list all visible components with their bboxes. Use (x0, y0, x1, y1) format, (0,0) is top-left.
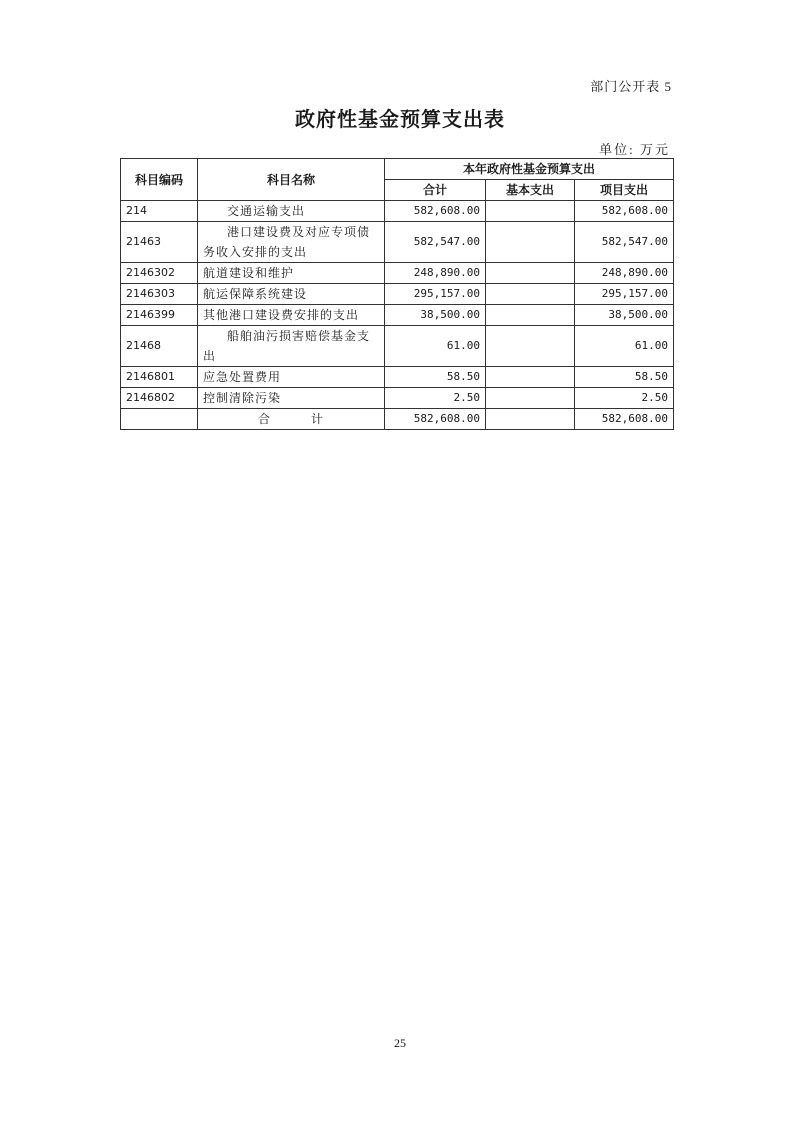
total-project: 582,608.00 (575, 409, 674, 430)
row-basic (486, 305, 575, 326)
budget-table (120, 158, 674, 430)
table-row (121, 263, 674, 284)
row-total: 38,500.00 (385, 305, 486, 326)
table-row (121, 305, 674, 326)
row-name: 航运保障系统建设 (198, 284, 385, 305)
total-row (121, 409, 674, 430)
table-row (121, 388, 674, 409)
table-row (121, 201, 674, 222)
row-total: 2.50 (385, 388, 486, 409)
total-basic (486, 409, 575, 430)
row-basic (486, 222, 575, 263)
row-name: 控制清除污染 (198, 388, 385, 409)
column-header-code: 科目编码 (121, 159, 198, 201)
row-project: 38,500.00 (575, 305, 674, 326)
table-header (121, 159, 674, 201)
column-header-total: 合计 (385, 180, 486, 201)
row-name: 其他港口建设费安排的支出 (198, 305, 385, 326)
row-code: 21468 (121, 326, 198, 367)
table-row (121, 326, 674, 367)
column-header-name: 科目名称 (198, 159, 385, 201)
row-code: 2146802 (121, 388, 198, 409)
row-basic (486, 367, 575, 388)
row-name: 交通运输支出 (198, 201, 385, 222)
total-label-right: 计 (311, 412, 325, 426)
row-project: 2.50 (575, 388, 674, 409)
row-basic (486, 284, 575, 305)
total-code (121, 409, 198, 430)
row-basic (486, 201, 575, 222)
row-code: 2146303 (121, 284, 198, 305)
row-basic (486, 388, 575, 409)
row-project: 58.50 (575, 367, 674, 388)
row-code: 2146399 (121, 305, 198, 326)
row-total: 248,890.00 (385, 263, 486, 284)
row-total: 582,547.00 (385, 222, 486, 263)
row-project: 295,157.00 (575, 284, 674, 305)
column-header-basic: 基本支出 (486, 180, 575, 201)
row-project: 582,608.00 (575, 201, 674, 222)
page-title: 政府性基金预算支出表 (295, 107, 505, 131)
table-row (121, 367, 674, 388)
row-code: 214 (121, 201, 198, 222)
row-code: 2146302 (121, 263, 198, 284)
row-basic (486, 263, 575, 284)
total-label-left: 合 (257, 412, 271, 426)
row-total: 58.50 (385, 367, 486, 388)
row-name: 应急处置费用 (198, 367, 385, 388)
total-total: 582,608.00 (385, 409, 486, 430)
total-label (198, 409, 385, 430)
row-code: 2146801 (121, 367, 198, 388)
column-header-project: 项目支出 (575, 180, 674, 201)
row-total: 295,157.00 (385, 284, 486, 305)
row-name: 航道建设和维护 (198, 263, 385, 284)
row-project: 248,890.00 (575, 263, 674, 284)
row-name: 港口建设费及对应专项债务收入安排的支出 (198, 222, 385, 263)
table-row (121, 222, 674, 263)
unit-label: 单位: 万元 (599, 142, 670, 157)
row-code: 21463 (121, 222, 198, 263)
table-label: 部门公开表 5 (590, 79, 672, 94)
row-project: 61.00 (575, 326, 674, 367)
table-row (121, 284, 674, 305)
row-total: 582,608.00 (385, 201, 486, 222)
row-project: 582,547.00 (575, 222, 674, 263)
row-total: 61.00 (385, 326, 486, 367)
column-header-group: 本年政府性基金预算支出 (385, 159, 674, 180)
row-name: 船舶油污损害赔偿基金支出 (198, 326, 385, 367)
table-body (121, 201, 674, 430)
row-basic (486, 326, 575, 367)
page-number: 25 (394, 1036, 406, 1050)
